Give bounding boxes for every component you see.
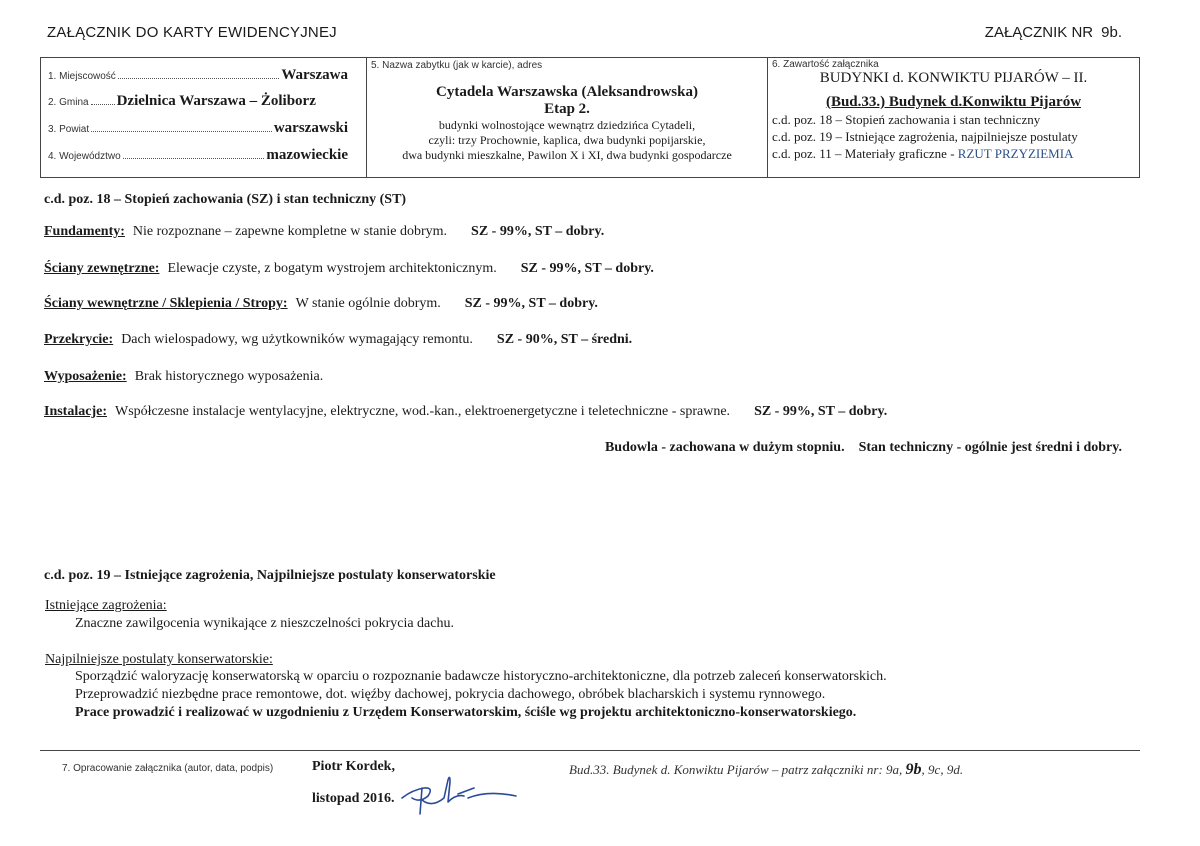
location-row-commune: [48, 93, 348, 110]
condition-item-foundations: [44, 224, 604, 240]
monument-box: [366, 57, 768, 178]
location-value: mazowieckie: [266, 147, 348, 163]
condition-text: W stanie ogólnie dobrym.: [295, 296, 441, 311]
attachment-number-value: 9b.: [1101, 24, 1122, 41]
condition-status: SZ - 99%, ST – dobry.: [754, 404, 888, 419]
condition-status: SZ - 99%, ST – dobry.: [464, 296, 598, 311]
location-value: warszawski: [273, 120, 348, 136]
attachment-number: [985, 24, 1122, 41]
footer-prepared-label: 7. Opracowanie załącznika (autor, data, podpis): [62, 763, 274, 774]
condition-text: Brak historycznego wyposażenia.: [134, 369, 324, 384]
attachment-header-title: ZAŁĄCZNIK DO KARTY EWIDENCYJNEJ: [47, 24, 337, 41]
postulate-item: Przeprowadzić niezbędne prace remontowe, dot. więźby dachowej, pokrycia dachowego, obróbek blacharskich i systemu rynnowego.: [75, 687, 826, 702]
condition-label: Wyposażenie:: [44, 369, 127, 384]
condition-item-installations: [44, 404, 887, 420]
location-box: [40, 57, 366, 178]
summary-building: Budowla - zachowana w dużym stopniu.: [604, 440, 845, 455]
footer-reference: [569, 761, 963, 779]
monument-stage: Etap 2.: [544, 101, 590, 117]
signature-image: [398, 768, 528, 818]
postulate-item: Sporządzić waloryzację konserwatorską w oparciu o rozpoznanie badawcze historyczno-architektoniczne, dla potrzeb zaleceń konserwatorskich.: [75, 669, 887, 684]
footer-reference-prefix: Bud.33. Budynek d. Konwiktu Pijarów – patrz załączniki nr: 9a,: [569, 762, 903, 777]
condition-item-equipment: [44, 369, 347, 385]
monument-desc-line: budynki wolnostojące wewnątrz dziedzińca Cytadeli,: [438, 118, 696, 132]
condition-item-roof: [44, 332, 632, 348]
condition-status: SZ - 99%, ST – dobry.: [520, 261, 654, 276]
condition-label: Ściany zewnętrzne:: [44, 261, 160, 276]
contents-caption: 6. Zawartość załącznika: [772, 59, 879, 70]
location-row-county: [48, 120, 348, 137]
contents-building: (Bud.33.) Budynek d.Konwiktu Pijarów: [825, 94, 1082, 110]
postulates-label: Najpilniejsze postulaty konserwatorskie:: [45, 652, 273, 667]
condition-summary: [605, 440, 1122, 456]
location-label: 4. Województwo: [48, 151, 121, 162]
monument-name: Cytadela Warszawska (Aleksandrowska): [436, 84, 698, 100]
location-label: 3. Powiat: [48, 124, 90, 135]
contents-line-graphics: [768, 145, 1139, 162]
condition-status: SZ - 99%, ST – dobry.: [471, 224, 605, 239]
contents-line-prefix: c.d. poz. 11 – Materiały graficzne -: [772, 146, 958, 161]
contents-line: c.d. poz. 19 – Istniejące zagrożenia, najpilniejsze postulaty: [772, 129, 1078, 144]
location-row-voivodeship: [48, 147, 348, 164]
condition-text: Dach wielospadowy, wg użytkowników wymagający remontu.: [121, 332, 473, 347]
condition-text: Elewacje czyste, z bogatym wystrojem architektonicznym.: [167, 261, 497, 276]
contents-line: c.d. poz. 18 – Stopień zachowania i stan techniczny: [772, 112, 1041, 127]
footer-author: Piotr Kordek,: [312, 759, 395, 774]
summary-technical-state: Stan techniczny - ogólnie jest średni i dobry.: [858, 440, 1122, 455]
location-label: 2. Gmina: [48, 97, 89, 108]
rzut-przyziemia-link: RZUT PRZYZIEMIA: [957, 146, 1074, 161]
location-label: 1. Miejscowość: [48, 71, 116, 82]
threats-text: Znaczne zawilgocenia wynikające z nieszczelności pokrycia dachu.: [75, 616, 454, 631]
location-row-city: [48, 67, 348, 84]
section19-title: c.d. poz. 19 – Istniejące zagrożenia, Najpilniejsze postulaty konserwatorskie: [44, 568, 496, 583]
attachment-number-label: ZAŁĄCZNIK NR: [984, 24, 1094, 41]
condition-item-internal-walls: [44, 296, 598, 312]
section18-title: c.d. poz. 18 – Stopień zachowania (SZ) i stan techniczny (ST): [44, 192, 407, 207]
monument-desc-line: czyli: trzy Prochownie, kaplica, dwa budynki popijarskie,: [428, 133, 706, 147]
monument-caption: 5. Nazwa zabytku (jak w karcie), adres: [371, 60, 543, 71]
condition-text: Nie rozpoznane – zapewne kompletne w stanie dobrym.: [132, 224, 448, 239]
footer-divider: [40, 750, 1140, 751]
condition-label: Przekrycie:: [44, 332, 114, 347]
condition-label: Instalacje:: [44, 404, 107, 419]
footer-reference-current: 9b: [905, 761, 922, 778]
condition-item-external-walls: [44, 261, 654, 277]
footer-date: listopad 2016.: [312, 791, 395, 806]
location-value: Dzielnica Warszawa – Żoliborz: [116, 93, 316, 109]
contents-title: BUDYNKI d. KONWIKTU PIJARÓW – II.: [819, 70, 1088, 86]
condition-label: Fundamenty:: [44, 224, 125, 239]
condition-status: SZ - 90%, ST – średni.: [496, 332, 633, 347]
monument-desc-line: dwa budynki mieszkalne, Pawilon X i XI, dwa budynki gospodarcze: [402, 148, 732, 162]
location-value: Warszawa: [281, 67, 348, 83]
postulate-item-emphasis: Prace prowadzić i realizować w uzgodnieniu z Urzędem Konserwatorskim, ściśle wg projektu architektoniczno-konserwatorskiego.: [75, 705, 857, 720]
condition-text: Współczesne instalacje wentylacyjne, elektryczne, wod.-kan., elektroenergetyczne i teletechniczne - sprawne.: [115, 404, 731, 419]
threats-label: Istniejące zagrożenia:: [45, 598, 167, 613]
footer-reference-suffix: , 9c, 9d.: [921, 762, 964, 777]
contents-box: [768, 57, 1140, 178]
condition-label: Ściany wewnętrzne / Sklepienia / Stropy:: [44, 296, 288, 311]
